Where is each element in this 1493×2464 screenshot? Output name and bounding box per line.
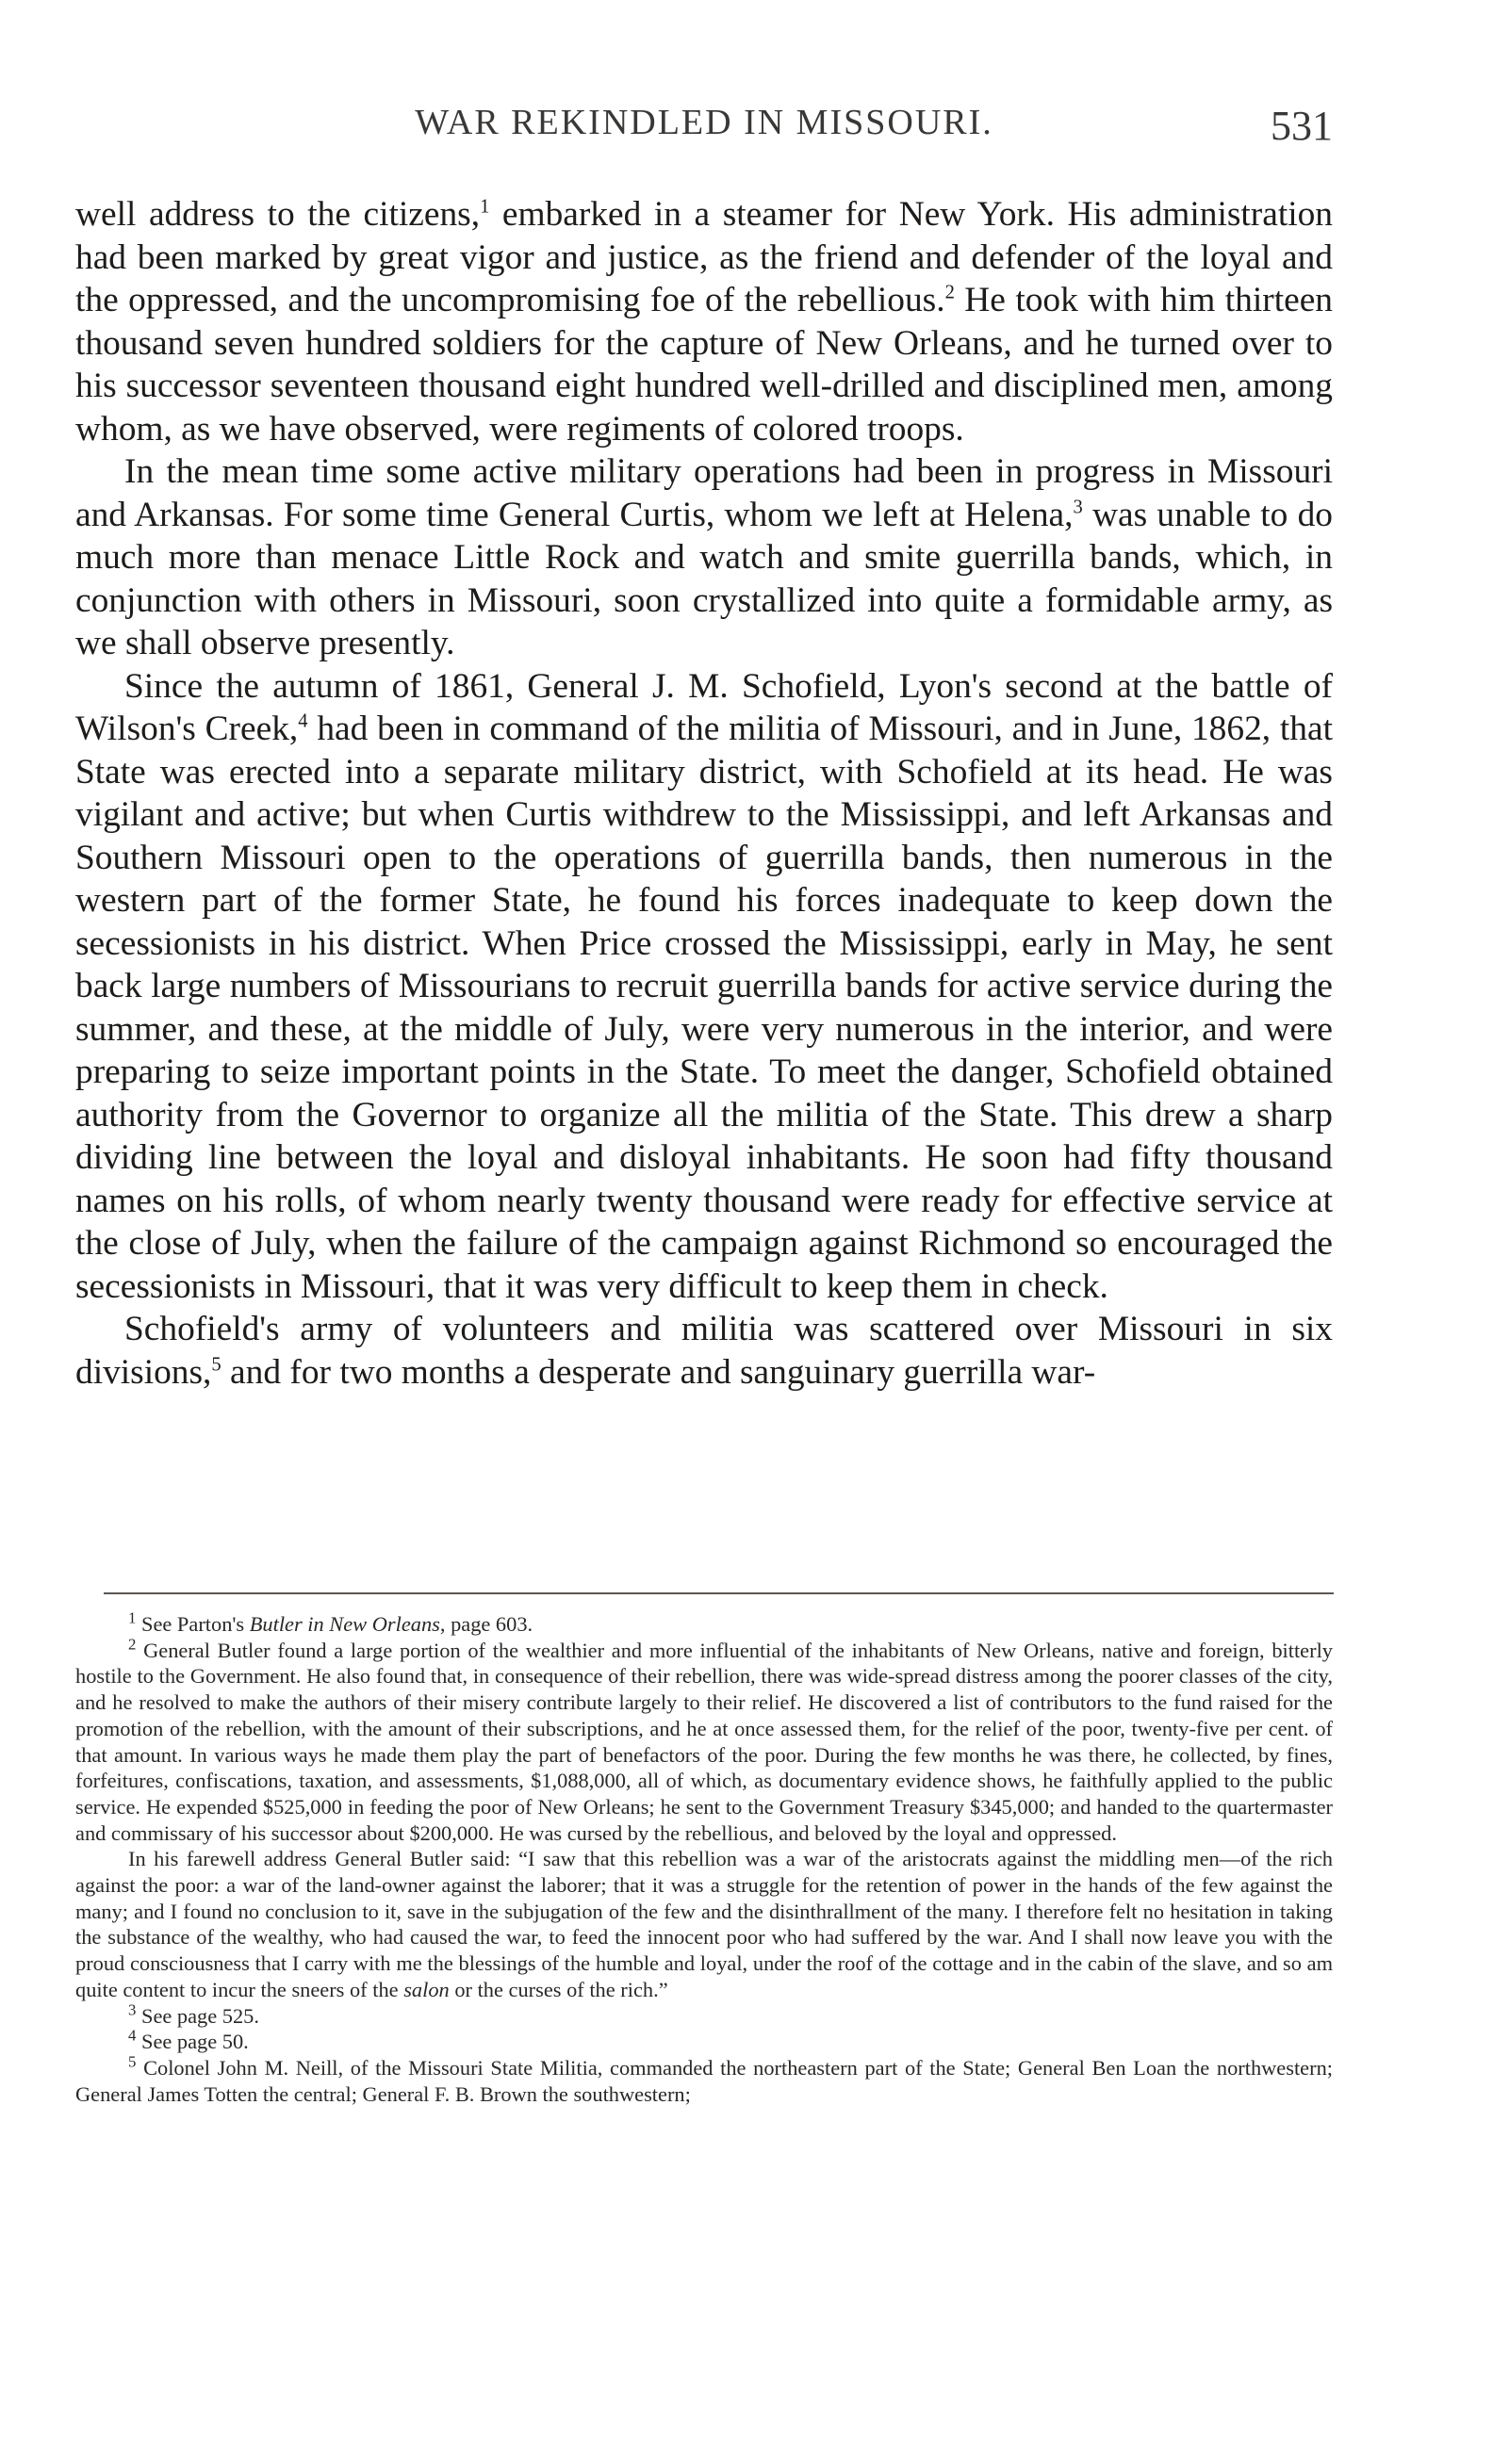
- paragraph-2-text-b: was unable to do much more than menace Little Rock and watch and smite guerrilla bands, which, in conjunction with others in Missouri, soon crystallized into quite a formidable army, as we shall observe presently.: [75, 495, 1333, 662]
- footnote-2-mark: 2: [128, 1635, 137, 1654]
- footnote-5-text: Colonel John M. Neill, of the Missouri State Militia, commanded the northeastern part of the State; General Ben Loan the northwestern; General James Totten the central; General F. B. Brown the southwestern;: [75, 2055, 1333, 2106]
- paragraph-3-text-a: Since the autumn of 1861, General J. M. Schofield, Lyon's second at the battle of Wilson's Creek,: [75, 666, 1333, 748]
- footnote-2-cont-text-a: In his farewell address General Butler said: “I saw that this rebellion was a war of the aristocrats against the middling men—of the rich against the poor: a war of the land-owner against the laborer; that it was a struggle for the retention of power in the hands of the few against the many; and I found no conclusion to it, save in the subjugation of the few and the disinthrallment of the many. I therefore felt no hesitation in taking the substance of the wealthy, who had caused the war, to feed the innocent poor who had suffered by the war. And I shall now leave you with the proud consciousness that I carry with me the blessings of the humble and loyal, under the roof of the cottage and in the cabin of the slave, and so am quite content to incur the sneers of the: [75, 1847, 1333, 2001]
- footnote-4-mark: 4: [128, 2026, 137, 2045]
- paragraph-3: [75, 665, 1333, 1309]
- footnote-2-continuation: [75, 1846, 1333, 2002]
- footnote-1-mark: 1: [128, 1608, 137, 1627]
- footnote-1-text-b: , page 603.: [439, 1612, 533, 1636]
- footnote-2-cont-salon: salon: [403, 1977, 450, 2001]
- footnote-ref-5: 5: [211, 1354, 221, 1376]
- page-number: 531: [1271, 103, 1333, 149]
- footnote-ref-1: 1: [480, 196, 490, 218]
- footnote-2-text: General Butler found a large portion of the wealthier and more influential of the inhabitants of New Orleans, native and foreign, bitterly hostile to the Government. He also found that, in consequence of their rebellion, there was wide-spread distress among the poorer classes of the city, and he resolved to make the authors of their misery contribute largely to their relief. He discovered a list of contributors to the fund raised for the promotion of the rebellion, with the amount of their subscriptions, and he at once assessed them, for the relief of the poor, twenty-five per cent. of that amount. In various ways he made them play the part of benefactors of the poor. During the few months he was there, he collected, by fines, forfeitures, confiscations, taxation, and assessments, $1,088,000, all of which, as documentary evidence shows, he faithfully applied to the public service. He expended $525,000 in feeding the poor of New Orleans; he sent to the Government Treasury $345,000; and handed to the quartermaster and commissary of his successor about $200,000. He was cursed by the rebellious, and beloved by the loyal and oppressed.: [75, 1638, 1333, 1845]
- body-text: [75, 193, 1333, 1394]
- paragraph-2: [75, 450, 1333, 665]
- footnote-2-cont-text-b: or the curses of the rich.”: [449, 1977, 668, 2001]
- paragraph-1-text-a: well address to the citizens,: [75, 195, 481, 234]
- paragraph-3-text-b: had been in command of the militia of Missouri, and in June, 1862, that State was erected into a separate military district, with Schofield at its head. He was vigilant and active; but when Curtis withdrew to the Mississippi, and left Arkansas and Southern Missouri open to the operations of guerrilla bands, then numerous in the western part of the former State, he found his forces inadequate to keep down the secessionists in his district. When Price crossed the Mississippi, early in May, he sent back large numbers of Missourians to recruit guerrilla bands for active service during the summer, and these, at the middle of July, were very numerous in the interior, and were preparing to seize important points in the State. To meet the danger, Schofield obtained authority from the Governor to organize all the militia of the State. This drew a sharp dividing line between the loyal and disloyal inhabitants. He soon had fifty thousand names on his rolls, of whom nearly twenty thousand were ready for effective service at the close of July, when the failure of the campaign against Richmond so encouraged the secessionists in Missouri, that it was very difficult to keep them in check.: [75, 710, 1333, 1306]
- paragraph-2-text-a: In the mean time some active military operations had been in progress in Missouri and Arkansas. For some time General Curtis, whom we left at Helena,: [75, 452, 1333, 534]
- paragraph-1-text-b: embarked in a steamer for New York. His administration had been marked by great vigor and justice, as the friend and defender of the loyal and the oppressed, and the uncompromising foe of the rebellious.: [75, 195, 1333, 319]
- footnote-1-text-a: See Parton's: [141, 1612, 250, 1636]
- paragraph-4: [75, 1308, 1333, 1394]
- paragraph-4-text-a: Schofield's army of volunteers and militia was scattered over Missouri in six divisions,: [75, 1310, 1333, 1392]
- footnote-5-mark: 5: [128, 2052, 137, 2071]
- paragraph-1-text-c: He took with him thirteen thousand seven hundred soldiers for the capture of New Orleans, and he turned over to his successor seventeen thousand eight hundred well-drilled and disciplined men, among whom, as we have observed, were regiments of colored troops.: [75, 281, 1333, 449]
- footnote-3: [75, 2000, 1333, 2030]
- footnote-3-text: See page 525.: [141, 2003, 259, 2028]
- footnote-1-title: Butler in New Orleans: [249, 1612, 440, 1636]
- paragraph-1: [75, 193, 1333, 450]
- running-head: WAR REKINDLED IN MISSOURI.: [415, 103, 993, 142]
- page-header: [75, 102, 1333, 155]
- footnote-ref-4: 4: [298, 710, 308, 732]
- footnote-ref-3: 3: [1073, 497, 1083, 518]
- footnote-4-text: See page 50.: [141, 2030, 249, 2054]
- footnote-1: [75, 1608, 1333, 1638]
- footnote-3-mark: 3: [128, 2000, 137, 2019]
- footnote-2: [75, 1635, 1333, 1847]
- footnote-4: [75, 2026, 1333, 2055]
- footnote-5: [75, 2052, 1333, 2107]
- paragraph-4-text-b: and for two months a desperate and sanguinary guerrilla war-: [221, 1352, 1096, 1392]
- footnote-divider: [104, 1592, 1334, 1594]
- footnotes: [75, 1608, 1333, 2107]
- footnote-ref-2: 2: [944, 282, 955, 303]
